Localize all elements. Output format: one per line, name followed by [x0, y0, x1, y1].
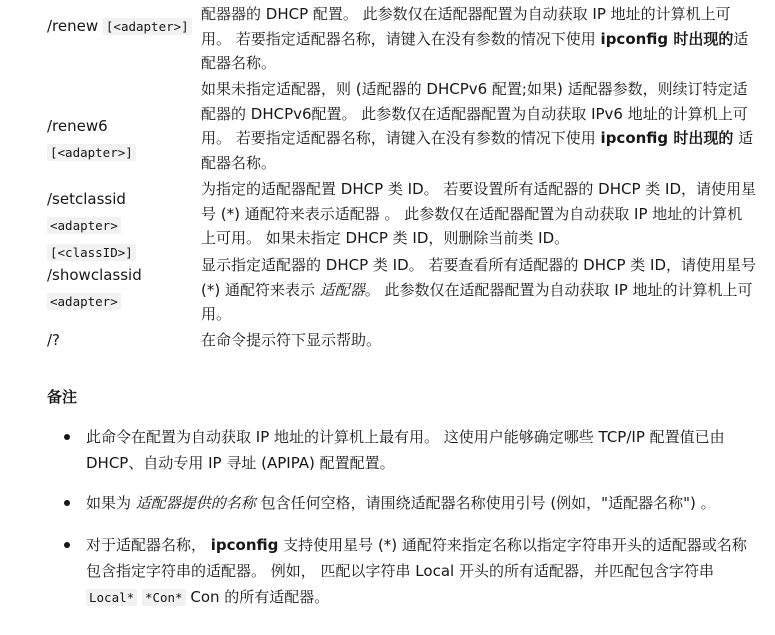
desc-text: 在命令提示符下显示帮助。 [201, 331, 382, 349]
note-code: *Con* [142, 589, 186, 606]
param-description [201, 77, 757, 175]
desc-text: 配器器的 DHCP 配置。 此参数仅在适配器配置为自动获取 IP 地址的计算机上可用。 若要指定适配器名称，请键入在没有参数的情况下使用 [201, 5, 731, 48]
note-text: 支持使用星号 (*) 通配符来指定名称以指定字符串开头的适配器或名称包含指定字符串的适配器。 例如， 匹配以字符串 Local 开头的所有适配器，并匹配包含字符串 [86, 536, 747, 580]
param-cell [47, 262, 197, 315]
note-item [86, 532, 758, 611]
param-code: [<adapter>] [103, 18, 192, 35]
desc-text: 适配器名称。 [201, 129, 754, 172]
param-description [201, 328, 757, 353]
desc-text: 适配器名称。 [201, 29, 749, 72]
param-code: [<adapter>] [47, 144, 136, 161]
note-code: Local* [86, 589, 137, 606]
note-bold: ipconfig [210, 536, 279, 554]
note-text: Con 的所有适配器。 [185, 588, 330, 606]
note-text: 此命令在配置为自动获取 IP 地址的计算机上最有用。 这使用户能够确定哪些 TCP/IP 配置值已由 DHCP、自动专用 IP 寻址 (APIPA) 配置配置。 [86, 428, 725, 472]
bullet-icon [64, 434, 70, 440]
param-code: <adapter> [47, 217, 121, 234]
param-description [201, 177, 757, 251]
desc-bold: ipconfig 时出现的 [600, 29, 734, 48]
note-item [86, 490, 758, 516]
param-cell [47, 327, 197, 353]
note-item [86, 424, 758, 476]
desc-text: 为指定的适配器配置 DHCP 类 ID。 若要设置所有适配器的 DHCP 类 ID，请使用星号 (*) 通配符来表示适配器 。 此参数仅在适配器配置为自动获取 IP 地址的计算机上可用。 如果未指定 DHCP 类 ID，则删除当前类 ID。 [201, 180, 757, 247]
param-description [201, 253, 757, 327]
desc-text: 如果未指定适配器，则 (适配器的 DHCPv6 配置;如果) 适配器参数，则续订特定适配器的 DHCPv6配置。 此参数仅在适配器配置为自动获取 IPv6 地址的计算机上可用。 若要指定适配器名称，请键入在没有参数的情况下使用 [201, 80, 748, 147]
param-name: /showclassid [47, 266, 142, 284]
param-name: /setclassid [47, 190, 126, 208]
param-name: /renew6 [47, 117, 108, 135]
bullet-icon [64, 542, 70, 548]
notes-heading: 备注 [47, 388, 78, 406]
param-description [201, 2, 757, 76]
param-name: /renew [47, 17, 99, 35]
param-code: [<classID>] [47, 244, 136, 261]
param-code: <adapter> [47, 293, 121, 310]
note-text: 如果为 [86, 494, 136, 512]
param-cell [47, 186, 197, 266]
param-cell [47, 13, 197, 40]
note-text: 对于适配器名称， [86, 536, 211, 554]
bullet-icon [64, 500, 70, 506]
desc-italic: 适配器 [319, 280, 365, 299]
note-text: 包含任何空格，请围绕适配器名称使用引号 (例如，"适配器名称") 。 [255, 494, 716, 512]
desc-bold: ipconfig 时出现的 [600, 129, 734, 147]
param-name: /? [47, 331, 61, 349]
desc-text: 。 此参数仅在适配器配置为自动获取 IP 地址的计算机上可用。 [201, 280, 753, 323]
note-italic: 适配器提供的名称 [135, 494, 256, 512]
param-cell [47, 113, 197, 166]
desc-text: 显示指定适配器的 DHCP 类 ID。 若要查看所有适配器的 DHCP 类 ID，请使用星号 (*) 通配符来表示 [201, 256, 757, 299]
